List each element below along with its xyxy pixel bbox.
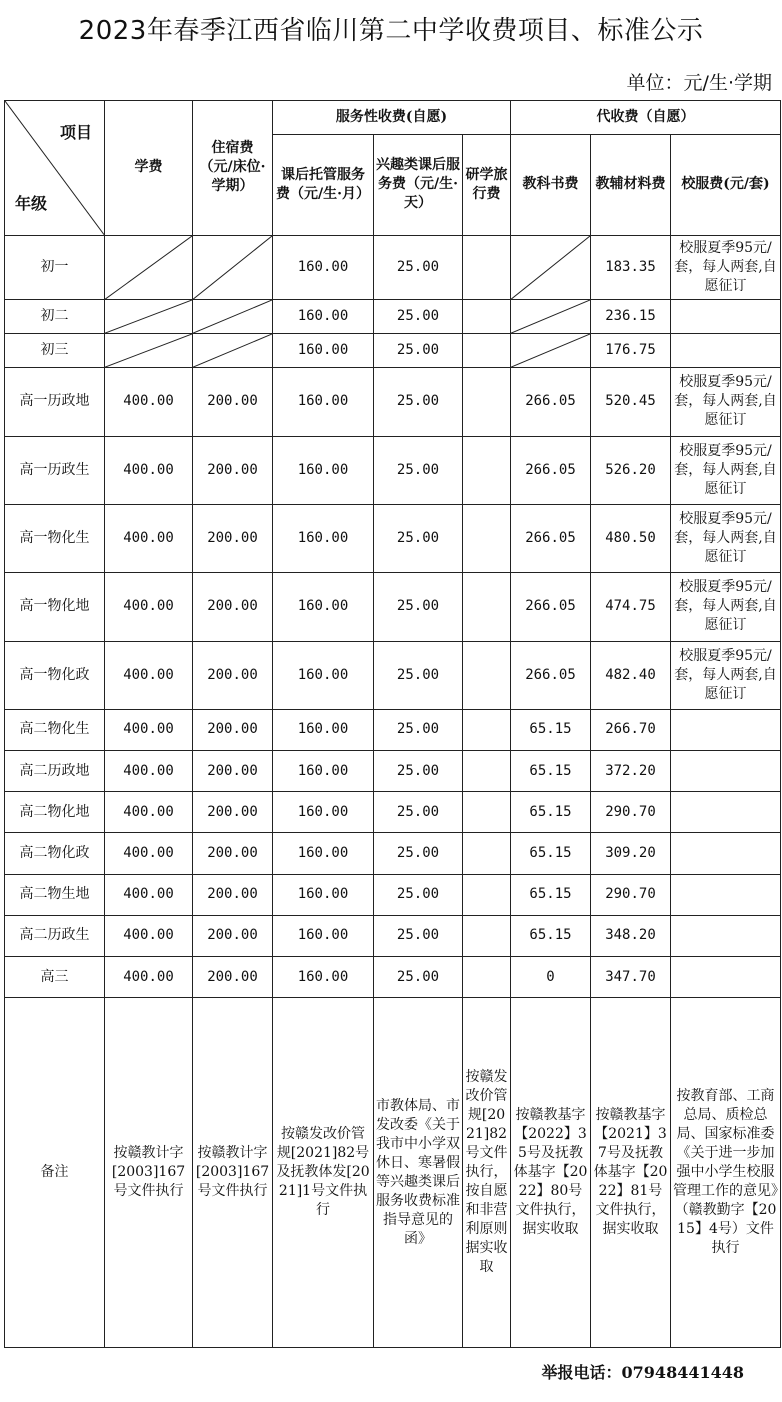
materials-cell: 348.20 — [591, 915, 671, 956]
table-row — [5, 792, 781, 833]
grade-cell: 高三 — [5, 957, 105, 998]
boarding-cell-slashed — [193, 235, 273, 299]
textbook-cell-slashed — [511, 299, 591, 333]
after-cell: 160.00 — [273, 751, 374, 792]
textbook-cell: 266.05 — [511, 436, 591, 504]
tuition-cell: 400.00 — [105, 874, 193, 915]
uniform-cell — [671, 915, 781, 956]
after-cell: 160.00 — [273, 235, 374, 299]
after-cell: 160.00 — [273, 709, 374, 750]
materials-cell: 309.20 — [591, 833, 671, 874]
cell-diagonal — [105, 236, 192, 299]
interest-cell: 25.00 — [374, 573, 463, 641]
grade-cell: 高一物化生 — [5, 504, 105, 572]
col-tuition-header: 学费 — [105, 101, 193, 236]
tour-cell — [463, 573, 511, 641]
table-row — [5, 504, 781, 572]
materials-cell: 372.20 — [591, 751, 671, 792]
uniform-cell: 校服夏季95元/套，每人两套,自愿征订 — [671, 436, 781, 504]
note-tour: 按赣发改价管规[2021]82号文件执行，按自愿和非营利原则据实收取 — [463, 998, 511, 1348]
materials-cell: 474.75 — [591, 573, 671, 641]
tour-cell — [463, 504, 511, 572]
page-title: 2023年春季江西省临川第二中学收费项目、标准公示 — [78, 16, 704, 46]
tuition-cell: 400.00 — [105, 436, 193, 504]
col-boarding-header: 住宿费（元/床位·学期） — [193, 101, 273, 236]
materials-cell: 520.45 — [591, 368, 671, 436]
corner-grade-label: 年级 — [15, 193, 48, 213]
cell-diagonal — [193, 300, 272, 333]
cell-diagonal — [511, 300, 590, 333]
note-uniform: 按教育部、工商总局、质检总局、国家标准委《关于进一步加强中小学生校服管理工作的意见》（赣教勤字【2015】4号）文件执行 — [671, 998, 781, 1348]
grade-cell: 高二物化生 — [5, 709, 105, 750]
table-row — [5, 573, 781, 641]
uniform-cell — [671, 334, 781, 368]
fee-table — [4, 100, 781, 1348]
tuition-cell: 400.00 — [105, 504, 193, 572]
interest-cell: 25.00 — [374, 874, 463, 915]
tuition-cell: 400.00 — [105, 641, 193, 709]
note-boarding: 按赣教计字[2003]167号文件执行 — [193, 998, 273, 1348]
boarding-cell: 200.00 — [193, 751, 273, 792]
tour-cell — [463, 299, 511, 333]
tour-cell — [463, 334, 511, 368]
table-row — [5, 641, 781, 709]
tuition-cell: 400.00 — [105, 751, 193, 792]
tour-cell — [463, 915, 511, 956]
table-row — [5, 915, 781, 956]
textbook-cell: 266.05 — [511, 641, 591, 709]
boarding-cell: 200.00 — [193, 573, 273, 641]
boarding-cell: 200.00 — [193, 833, 273, 874]
boarding-cell: 200.00 — [193, 709, 273, 750]
after-cell: 160.00 — [273, 573, 374, 641]
boarding-cell-slashed — [193, 334, 273, 368]
textbook-cell: 65.15 — [511, 915, 591, 956]
corner-diagonal — [5, 101, 104, 235]
materials-cell: 526.20 — [591, 436, 671, 504]
cell-diagonal — [105, 300, 192, 333]
materials-cell: 183.35 — [591, 235, 671, 299]
note-interest: 市教体局、市发改委《关于我市中小学双休日、寒暑假等兴趣类课后服务收费标准指导意见的函》 — [374, 998, 463, 1348]
interest-cell: 25.00 — [374, 368, 463, 436]
col-uniform-header: 校服费(元/套) — [671, 135, 781, 235]
interest-cell: 25.00 — [374, 436, 463, 504]
cell-diagonal — [511, 236, 590, 299]
tuition-cell: 400.00 — [105, 573, 193, 641]
tuition-cell-slashed — [105, 334, 193, 368]
cell-diagonal — [193, 334, 272, 367]
grade-cell: 高一物化政 — [5, 641, 105, 709]
tuition-cell: 400.00 — [105, 709, 193, 750]
corner-header-cell — [5, 101, 105, 236]
textbook-cell: 0 — [511, 957, 591, 998]
note-materials: 按赣教基字【2021】37号及抚教体基字【2022】81号文件执行，据实收取 — [591, 998, 671, 1348]
boarding-cell: 200.00 — [193, 792, 273, 833]
materials-cell: 347.70 — [591, 957, 671, 998]
boarding-cell: 200.00 — [193, 641, 273, 709]
textbook-cell: 65.15 — [511, 709, 591, 750]
uniform-cell — [671, 299, 781, 333]
tour-cell — [463, 751, 511, 792]
textbook-cell: 266.05 — [511, 368, 591, 436]
grade-cell: 高二历政生 — [5, 915, 105, 956]
grade-cell: 高二物化地 — [5, 792, 105, 833]
note-after: 按赣发改价管规[2021]82号及抚教体发[2021]1号文件执行 — [273, 998, 374, 1348]
table-row — [5, 368, 781, 436]
note-textbook: 按赣教基字【2022】35号及抚教体基字【2022】80号文件执行，据实收取 — [511, 998, 591, 1348]
uniform-cell — [671, 957, 781, 998]
textbook-cell: 266.05 — [511, 504, 591, 572]
tour-cell — [463, 368, 511, 436]
grade-cell: 高二物化政 — [5, 833, 105, 874]
col-textbook-header: 教科书费 — [511, 135, 591, 235]
grade-cell: 高一历政生 — [5, 436, 105, 504]
table-row — [5, 334, 781, 368]
uniform-cell: 校服夏季95元/套，每人两套,自愿征订 — [671, 641, 781, 709]
table-row — [5, 299, 781, 333]
uniform-cell: 校服夏季95元/套，每人两套,自愿征订 — [671, 504, 781, 572]
after-cell: 160.00 — [273, 368, 374, 436]
interest-cell: 25.00 — [374, 833, 463, 874]
grade-cell: 高二历政地 — [5, 751, 105, 792]
grade-cell: 初二 — [5, 299, 105, 333]
uniform-cell — [671, 874, 781, 915]
table-row — [5, 833, 781, 874]
tuition-cell: 400.00 — [105, 915, 193, 956]
materials-cell: 482.40 — [591, 641, 671, 709]
boarding-cell: 200.00 — [193, 957, 273, 998]
interest-cell: 25.00 — [374, 709, 463, 750]
interest-cell: 25.00 — [374, 504, 463, 572]
textbook-cell: 65.15 — [511, 833, 591, 874]
grade-cell: 初三 — [5, 334, 105, 368]
notes-label: 备注 — [5, 998, 105, 1348]
after-cell: 160.00 — [273, 874, 374, 915]
cell-diagonal — [105, 334, 192, 367]
tuition-cell-slashed — [105, 299, 193, 333]
tour-cell — [463, 641, 511, 709]
col-after-school-header: 课后托管服务费（元/生·月） — [273, 135, 374, 235]
boarding-cell-slashed — [193, 299, 273, 333]
grade-cell: 高一历政地 — [5, 368, 105, 436]
textbook-cell: 266.05 — [511, 573, 591, 641]
boarding-cell: 200.00 — [193, 874, 273, 915]
uniform-cell — [671, 709, 781, 750]
corner-item-label: 项目 — [59, 123, 92, 142]
uniform-cell — [671, 833, 781, 874]
interest-cell: 25.00 — [374, 299, 463, 333]
interest-cell: 25.00 — [374, 334, 463, 368]
textbook-cell-slashed — [511, 235, 591, 299]
after-cell: 160.00 — [273, 833, 374, 874]
materials-cell: 176.75 — [591, 334, 671, 368]
hotline: 举报电话：07948441448 — [541, 1363, 744, 1382]
tour-cell — [463, 436, 511, 504]
materials-cell: 236.15 — [591, 299, 671, 333]
after-cell: 160.00 — [273, 334, 374, 368]
uniform-cell: 校服夏季95元/套，每人两套,自愿征订 — [671, 235, 781, 299]
grade-cell: 高二物生地 — [5, 874, 105, 915]
uniform-cell: 校服夏季95元/套，每人两套,自愿征订 — [671, 573, 781, 641]
agency-group-header: 代收费（自愿） — [511, 101, 781, 135]
interest-cell: 25.00 — [374, 915, 463, 956]
tuition-cell: 400.00 — [105, 792, 193, 833]
cell-diagonal — [511, 334, 590, 367]
tour-cell — [463, 235, 511, 299]
textbook-cell: 65.15 — [511, 751, 591, 792]
notes-row — [5, 998, 781, 1348]
uniform-cell — [671, 792, 781, 833]
after-cell: 160.00 — [273, 299, 374, 333]
after-cell: 160.00 — [273, 504, 374, 572]
table-row — [5, 751, 781, 792]
tuition-cell-slashed — [105, 235, 193, 299]
service-group-header: 服务性收费(自愿) — [273, 101, 511, 135]
table-row — [5, 709, 781, 750]
interest-cell: 25.00 — [374, 751, 463, 792]
tour-cell — [463, 709, 511, 750]
boarding-cell: 200.00 — [193, 436, 273, 504]
interest-cell: 25.00 — [374, 641, 463, 709]
boarding-cell: 200.00 — [193, 504, 273, 572]
note-tuition: 按赣教计字[2003]167号文件执行 — [105, 998, 193, 1348]
boarding-cell: 200.00 — [193, 915, 273, 956]
uniform-cell: 校服夏季95元/套，每人两套,自愿征订 — [671, 368, 781, 436]
materials-cell: 290.70 — [591, 874, 671, 915]
textbook-cell-slashed — [511, 334, 591, 368]
grade-cell: 高一物化地 — [5, 573, 105, 641]
materials-cell: 480.50 — [591, 504, 671, 572]
tour-cell — [463, 957, 511, 998]
after-cell: 160.00 — [273, 792, 374, 833]
interest-cell: 25.00 — [374, 792, 463, 833]
col-interest-header: 兴趣类课后服务费（元/生·天） — [374, 135, 463, 235]
interest-cell: 25.00 — [374, 957, 463, 998]
tuition-cell: 400.00 — [105, 368, 193, 436]
boarding-cell: 200.00 — [193, 368, 273, 436]
tour-cell — [463, 833, 511, 874]
interest-cell: 25.00 — [374, 235, 463, 299]
table-row — [5, 235, 781, 299]
after-cell: 160.00 — [273, 915, 374, 956]
textbook-cell: 65.15 — [511, 874, 591, 915]
tour-cell — [463, 792, 511, 833]
table-row — [5, 874, 781, 915]
col-study-tour-header: 研学旅行费 — [463, 135, 511, 235]
cell-diagonal — [193, 236, 272, 299]
unit-label: 单位：元/生·学期 — [626, 72, 772, 94]
tuition-cell: 400.00 — [105, 833, 193, 874]
after-cell: 160.00 — [273, 957, 374, 998]
uniform-cell — [671, 751, 781, 792]
after-cell: 160.00 — [273, 436, 374, 504]
tour-cell — [463, 874, 511, 915]
table-row — [5, 957, 781, 998]
materials-cell: 290.70 — [591, 792, 671, 833]
table-row — [5, 436, 781, 504]
col-materials-header: 教辅材料费 — [591, 135, 671, 235]
materials-cell: 266.70 — [591, 709, 671, 750]
grade-cell: 初一 — [5, 235, 105, 299]
after-cell: 160.00 — [273, 641, 374, 709]
textbook-cell: 65.15 — [511, 792, 591, 833]
tuition-cell: 400.00 — [105, 957, 193, 998]
